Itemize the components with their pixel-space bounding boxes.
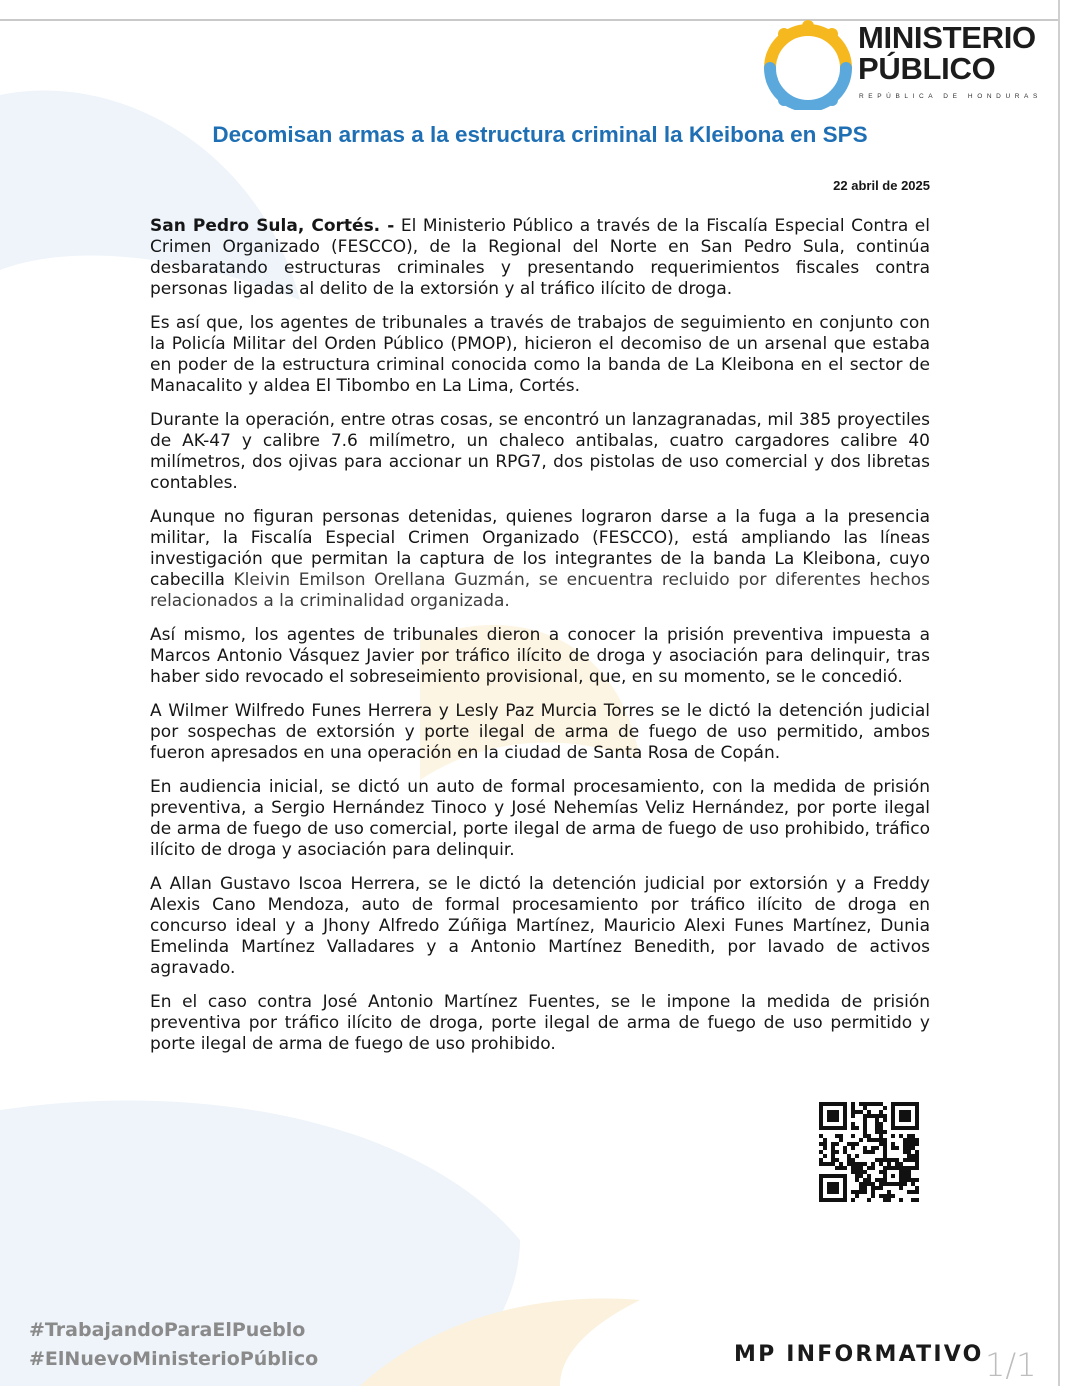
paragraph-9: En el caso contra José Antonio Martínez Fuentes, se le impone la medida de prisión preventiva por tráfico ilícito de droga, porte ilegal de arma de fuego de uso permitido y porte ilegal de arma de fuego de uso prohibido. [150,992,930,1054]
article-title: Decomisan armas a la estructura criminal la Kleibona en SPS [212,122,868,147]
ministerio-publico-logo [762,18,1042,110]
paragraph-2: Es así que, los agentes de tribunales a través de trabajos de seguimiento en conjunto con la Policía Militar del Orden Público (PMOP), hicieron el decomiso de un arsenal que estaba en poder de la estructura criminal conocida como la banda de La Kleibona en el sector de Manacalito y aldea El Tibombo en La Lima, Cortés. [150,313,930,396]
hashtag-nuevo-ministerio: #ElNuevoMinisterioPúblico [29,1348,319,1370]
dateline: San Pedro Sula, Cortés. - [150,216,395,236]
logo-emblem-icon [762,18,854,110]
paragraph-8: A Allan Gustavo Iscoa Herrera, se le dictó la detención judicial por extorsión y a Freddy Alexis Cano Mendoza, auto de formal procesamiento por tráfico ilícito de droga en concurso ideal y a Jhony Alfredo Zúñiga Martínez, Mauricio Alexi Funes Martínez, Dunia Emelinda Martínez Valladares y a Antonio Martínez Benedith, por lavado de activos agravado. [150,874,930,978]
article-date: 22 abril de 2025 [833,178,930,193]
paragraph-1 [150,216,930,300]
hashtag-trabajando: #TrabajandoParaElPueblo [29,1319,306,1341]
paragraph-4-tail: Kleivin Emilson Orellana Guzmán, se encuentra recluido por diferentes hechos relacionados a la criminalidad organizada. [150,570,930,611]
qr-code[interactable] [819,1102,919,1202]
article-body [150,216,930,1068]
logo-subtitle: REPÚBLICA DE HONDURAS [859,93,1042,100]
paragraph-4-text: Aunque no figuran personas detenidas, quienes lograron darse a la fuga a la presencia militar, la Fiscalía Especial Crimen Organizado (FESCCO), está ampliando las líneas investigación que permitan la captura de los integrantes de la banda La Kleibona, cuyo cabecilla [150,507,930,590]
paragraph-7: En audiencia inicial, se dictó un auto de formal procesamiento, con la medida de prisión preventiva, a Sergio Hernández Tinoco y José Nehemías Veliz Hernández, por porte ilegal de arma de fuego de uso comercial, porte ilegal de arma de fuego de uso prohibido, tráfico ilícito de droga y asociación para delinquir. [150,777,930,860]
logo-line-2: PÚBLICO [858,51,996,86]
right-border [1058,0,1060,1386]
logo-line-1: MINISTERIO [858,20,1036,55]
hashtags [29,1316,318,1374]
paragraph-1-text: El Ministerio Público a través de la Fiscalía Especial Contra el Crimen Organizado (FESCCO), de la Regional del Norte en San Pedro Sula, continúa desbaratando estructuras criminales y presentando requerimientos fiscales contra personas ligadas al delito de la extorsión y al tráfico ilícito de droga. [150,216,930,299]
paragraph-6: A Wilmer Wilfredo Funes Herrera y Lesly Paz Murcia Torres se le dictó la detención judicial por sospechas de extorsión y porte ilegal de arma de fuego de uso permitido, ambos fueron apresados en una operación en la ciudad de Santa Rosa de Copán. [150,701,930,763]
paragraph-4 [150,507,930,612]
page-number: 1/1 [985,1346,1037,1384]
logo-wordmark [858,22,1036,84]
mp-informativo-brand: MP INFORMATIVO [734,1342,984,1367]
paragraph-3: Durante la operación, entre otras cosas, se encontró un lanzagranadas, mil 385 proyectiles de AK-47 y calibre 7.6 milímetro, un chaleco antibalas, cuatro cargadores calibre 40 milímetros, dos ojivas para accionar un RPG7, dos pistolas de uso comercial y dos libretas contables. [150,410,930,493]
paragraph-5: Así mismo, los agentes de tribunales dieron a conocer la prisión preventiva impuesta a Marcos Antonio Vásquez Javier por tráfico ilícito de droga y asociación para delinquir, tras haber sido revocado el sobreseimiento provisional, que, en su momento, se le concedió. [150,625,930,687]
